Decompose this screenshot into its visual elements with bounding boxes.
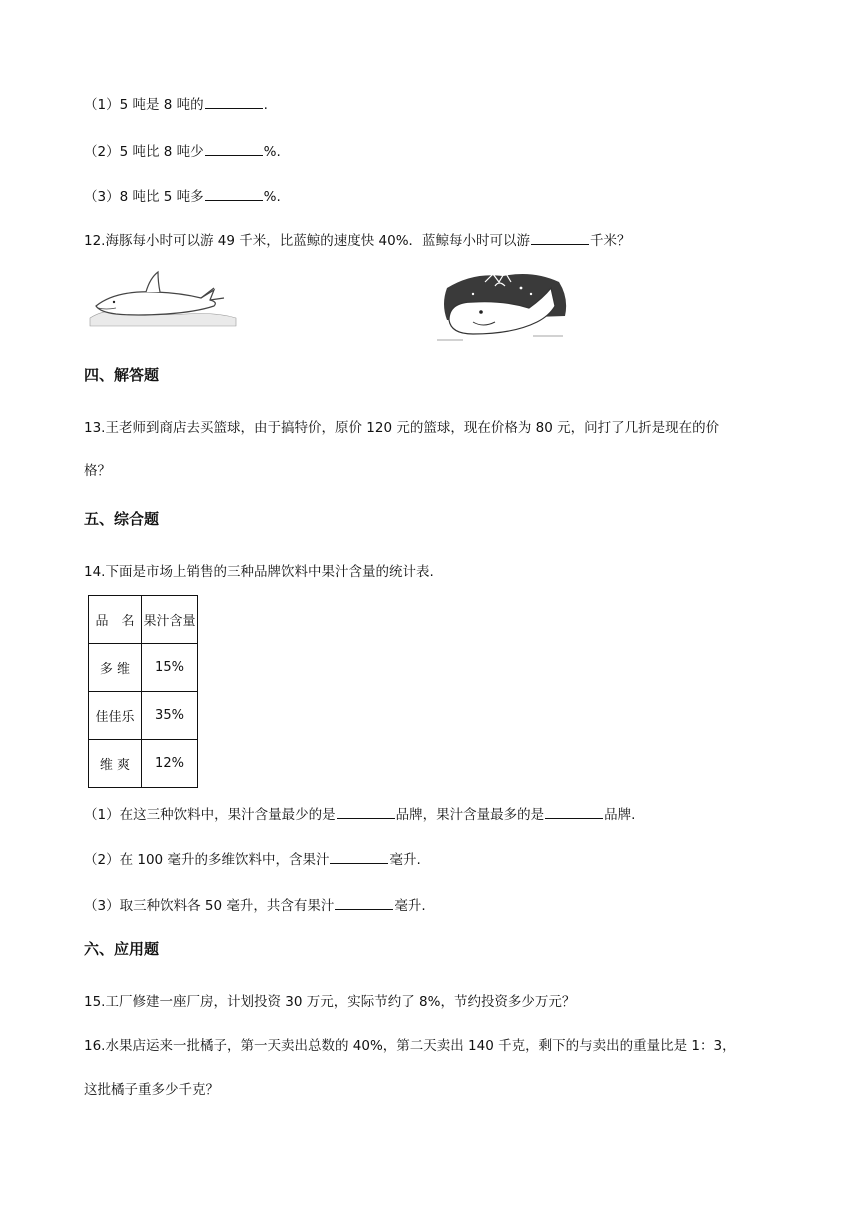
table-cell-brand: 维 爽 [89, 740, 142, 788]
q11-part1-text: （1）5 吨是 8 吨的 [84, 97, 204, 113]
q11-part1: （1）5 吨是 8 吨的 . [84, 94, 268, 115]
table-cell-brand: 佳佳乐 [89, 692, 142, 740]
answer-blank[interactable] [330, 849, 388, 864]
q14-part3: （3）取三种饮料各 50 毫升，共含有果汁 毫升. [84, 895, 426, 916]
table-cell-brand: 多 维 [89, 644, 142, 692]
table-header-cell: 品 名 [89, 596, 142, 644]
section-heading-4: 四、解答题 [84, 366, 160, 384]
answer-blank[interactable] [545, 804, 603, 819]
section-heading-6: 六、应用题 [84, 940, 160, 958]
q14-intro: 14.下面是市场上销售的三种品牌饮料中果汁含量的统计表. [84, 564, 434, 580]
section-heading-5: 五、综合题 [84, 510, 160, 528]
q14-part1: （1）在这三种饮料中，果汁含量最少的是 品牌，果汁含量最多的是 品牌. [84, 804, 635, 825]
table-row [89, 644, 198, 692]
dolphin-illustration [86, 268, 238, 330]
answer-blank[interactable] [337, 804, 395, 819]
table-row [89, 740, 198, 788]
table-cell-value: 15% [142, 644, 198, 692]
q14-part2: （2）在 100 毫升的多维饮料中，含果汁 毫升. [84, 849, 421, 870]
table-row [89, 692, 198, 740]
answer-blank[interactable] [205, 186, 263, 201]
q13-line2: 格？ [84, 463, 111, 479]
table-cell-value: 35% [142, 692, 198, 740]
q11-part2-text: （2）5 吨比 8 吨少 [84, 144, 204, 160]
answer-blank[interactable] [205, 141, 263, 156]
q13-line1: 13.王老师到商店去买篮球，由于搞特价，原价 120 元的篮球，现在价格为 80 元，问打了几折是现在的价 [84, 420, 720, 436]
q11-part2: （2）5 吨比 8 吨少 %. [84, 141, 281, 162]
table-header-row [89, 596, 198, 644]
q11-part3-text: （3）8 吨比 5 吨多 [84, 189, 204, 205]
juice-content-table [88, 595, 198, 788]
table-header-cell: 果汁含量 [142, 596, 198, 644]
q11-part3: （3）8 吨比 5 吨多 %. [84, 186, 281, 207]
table-cell-value: 12% [142, 740, 198, 788]
answer-blank[interactable] [335, 895, 393, 910]
answer-blank[interactable] [531, 230, 589, 245]
q15-text: 15.工厂修建一座厂房，计划投资 30 万元，实际节约了 8%，节约投资多少万元？ [84, 994, 576, 1010]
q16-line1: 16.水果店运来一批橘子，第一天卖出总数的 40%，第二天卖出 140 千克，剩下的与卖出的重量比是 1：3， [84, 1038, 736, 1054]
q16-line2: 这批橘子重多少千克？ [84, 1082, 219, 1098]
whale-illustration [433, 268, 571, 346]
answer-blank[interactable] [205, 94, 263, 109]
q12-text: 12.海豚每小时可以游 49 千米，比蓝鲸的速度快 40%．蓝鲸每小时可以游 千米？ [84, 230, 631, 251]
